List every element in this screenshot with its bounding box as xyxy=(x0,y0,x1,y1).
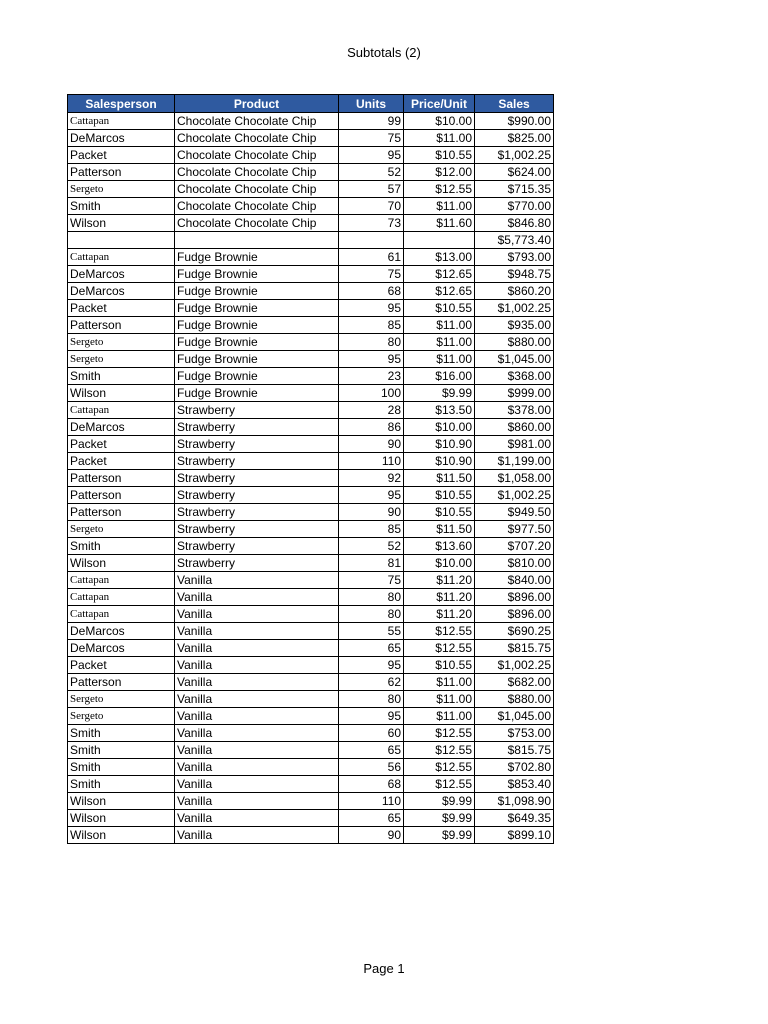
table-row xyxy=(68,725,554,742)
price-unit-cell[interactable]: $12.55 xyxy=(404,640,475,657)
price-unit-cell[interactable]: $12.55 xyxy=(404,181,475,198)
sales-cell[interactable]: $1,045.00 xyxy=(475,351,554,368)
sales-cell[interactable]: $815.75 xyxy=(475,640,554,657)
salesperson-cell[interactable]: Sergeto xyxy=(68,181,175,198)
sales-cell[interactable]: $949.50 xyxy=(475,504,554,521)
price-unit-cell[interactable]: $12.65 xyxy=(404,283,475,300)
sales-cell[interactable]: $753.00 xyxy=(475,725,554,742)
sales-cell[interactable]: $1,002.25 xyxy=(475,487,554,504)
column-header-price-unit[interactable]: Price/Unit xyxy=(404,95,475,113)
salesperson-cell[interactable]: Cattapan xyxy=(68,249,175,266)
price-unit-cell[interactable]: $9.99 xyxy=(404,385,475,402)
table-row xyxy=(68,538,554,555)
salesperson-cell[interactable]: Patterson xyxy=(68,674,175,691)
table-row xyxy=(68,113,554,130)
product-cell[interactable]: Chocolate Chocolate Chip xyxy=(175,130,339,147)
salesperson-cell[interactable]: Sergeto xyxy=(68,351,175,368)
salesperson-cell[interactable]: Smith xyxy=(68,759,175,776)
price-unit-cell[interactable]: $11.50 xyxy=(404,470,475,487)
table-row xyxy=(68,623,554,640)
price-unit-cell[interactable]: $11.00 xyxy=(404,130,475,147)
sales-cell[interactable]: $707.20 xyxy=(475,538,554,555)
price-unit-cell[interactable]: $11.00 xyxy=(404,317,475,334)
product-cell[interactable]: Strawberry xyxy=(175,402,339,419)
units-cell[interactable]: 23 xyxy=(339,368,404,385)
price-unit-cell[interactable]: $10.00 xyxy=(404,555,475,572)
table-row xyxy=(68,691,554,708)
table-body xyxy=(68,113,554,844)
product-cell[interactable]: Vanilla xyxy=(175,623,339,640)
table-row xyxy=(68,759,554,776)
price-unit-cell[interactable]: $11.20 xyxy=(404,606,475,623)
product-cell[interactable]: Strawberry xyxy=(175,538,339,555)
sales-cell[interactable]: $990.00 xyxy=(475,113,554,130)
product-cell[interactable]: Fudge Brownie xyxy=(175,368,339,385)
table-row xyxy=(68,776,554,793)
sales-cell[interactable]: $624.00 xyxy=(475,164,554,181)
product-cell[interactable]: Vanilla xyxy=(175,725,339,742)
price-unit-cell[interactable]: $13.50 xyxy=(404,402,475,419)
salesperson-cell[interactable]: Wilson xyxy=(68,555,175,572)
sales-cell[interactable]: $860.20 xyxy=(475,283,554,300)
price-unit-cell[interactable]: $12.55 xyxy=(404,623,475,640)
table-row xyxy=(68,572,554,589)
price-unit-cell[interactable]: $10.55 xyxy=(404,487,475,504)
price-unit-cell[interactable] xyxy=(404,232,475,249)
table-header-row xyxy=(68,95,554,113)
product-cell[interactable] xyxy=(175,232,339,249)
salesperson-cell[interactable]: Smith xyxy=(68,725,175,742)
table-row xyxy=(68,470,554,487)
price-unit-cell[interactable]: $9.99 xyxy=(404,793,475,810)
product-cell[interactable]: Fudge Brownie xyxy=(175,334,339,351)
sales-cell[interactable]: $793.00 xyxy=(475,249,554,266)
table-row xyxy=(68,249,554,266)
units-cell[interactable]: 75 xyxy=(339,572,404,589)
units-cell[interactable]: 62 xyxy=(339,674,404,691)
units-cell[interactable]: 52 xyxy=(339,164,404,181)
units-cell[interactable]: 80 xyxy=(339,589,404,606)
salesperson-cell[interactable]: Wilson xyxy=(68,810,175,827)
table-row xyxy=(68,589,554,606)
units-cell[interactable]: 65 xyxy=(339,640,404,657)
salesperson-cell[interactable]: Cattapan xyxy=(68,113,175,130)
salesperson-cell[interactable]: Sergeto xyxy=(68,708,175,725)
table-row xyxy=(68,793,554,810)
product-cell[interactable]: Vanilla xyxy=(175,776,339,793)
sales-cell[interactable]: $1,199.00 xyxy=(475,453,554,470)
table-row xyxy=(68,198,554,215)
price-unit-cell[interactable]: $11.20 xyxy=(404,589,475,606)
salesperson-cell[interactable]: Cattapan xyxy=(68,606,175,623)
table-row xyxy=(68,334,554,351)
table-row xyxy=(68,130,554,147)
product-cell[interactable]: Strawberry xyxy=(175,504,339,521)
sales-cell[interactable]: $860.00 xyxy=(475,419,554,436)
product-cell[interactable]: Vanilla xyxy=(175,572,339,589)
product-cell[interactable]: Fudge Brownie xyxy=(175,300,339,317)
product-cell[interactable]: Vanilla xyxy=(175,810,339,827)
price-unit-cell[interactable]: $10.55 xyxy=(404,657,475,674)
column-header-salesperson[interactable]: Salesperson xyxy=(68,95,175,113)
table-row xyxy=(68,385,554,402)
units-cell[interactable]: 80 xyxy=(339,334,404,351)
table-row xyxy=(68,674,554,691)
units-cell[interactable]: 86 xyxy=(339,419,404,436)
table-row xyxy=(68,181,554,198)
units-cell[interactable]: 92 xyxy=(339,470,404,487)
units-cell[interactable]: 81 xyxy=(339,555,404,572)
sales-cell[interactable]: $815.75 xyxy=(475,742,554,759)
units-cell[interactable] xyxy=(339,232,404,249)
price-unit-cell[interactable]: $11.00 xyxy=(404,334,475,351)
sales-cell[interactable]: $1,002.25 xyxy=(475,300,554,317)
product-cell[interactable]: Vanilla xyxy=(175,793,339,810)
sales-cell[interactable]: $1,098.90 xyxy=(475,793,554,810)
units-cell[interactable]: 95 xyxy=(339,708,404,725)
salesperson-cell[interactable] xyxy=(68,232,175,249)
product-cell[interactable]: Fudge Brownie xyxy=(175,283,339,300)
units-cell[interactable]: 61 xyxy=(339,249,404,266)
product-cell[interactable]: Strawberry xyxy=(175,487,339,504)
units-cell[interactable]: 73 xyxy=(339,215,404,232)
table-row xyxy=(68,266,554,283)
units-cell[interactable]: 85 xyxy=(339,317,404,334)
units-cell[interactable]: 110 xyxy=(339,453,404,470)
salesperson-cell[interactable]: DeMarcos xyxy=(68,419,175,436)
price-unit-cell[interactable]: $12.55 xyxy=(404,725,475,742)
product-cell[interactable]: Vanilla xyxy=(175,827,339,844)
table-row xyxy=(68,300,554,317)
product-cell[interactable]: Fudge Brownie xyxy=(175,351,339,368)
salesperson-cell[interactable]: Cattapan xyxy=(68,589,175,606)
product-cell[interactable]: Fudge Brownie xyxy=(175,249,339,266)
table-row xyxy=(68,708,554,725)
price-unit-cell[interactable]: $11.60 xyxy=(404,215,475,232)
table-row xyxy=(68,657,554,674)
salesperson-cell[interactable]: DeMarcos xyxy=(68,266,175,283)
sales-cell[interactable]: $1,058.00 xyxy=(475,470,554,487)
price-unit-cell[interactable]: $10.90 xyxy=(404,453,475,470)
table-row xyxy=(68,606,554,623)
salesperson-cell[interactable]: Wilson xyxy=(68,827,175,844)
table-row xyxy=(68,436,554,453)
price-unit-cell[interactable]: $12.00 xyxy=(404,164,475,181)
product-cell[interactable]: Strawberry xyxy=(175,470,339,487)
table-row xyxy=(68,317,554,334)
units-cell[interactable]: 80 xyxy=(339,606,404,623)
sales-cell[interactable]: $368.00 xyxy=(475,368,554,385)
price-unit-cell[interactable]: $11.00 xyxy=(404,674,475,691)
units-cell[interactable]: 65 xyxy=(339,742,404,759)
product-cell[interactable]: Vanilla xyxy=(175,759,339,776)
salesperson-cell[interactable]: Patterson xyxy=(68,164,175,181)
product-cell[interactable]: Fudge Brownie xyxy=(175,266,339,283)
salesperson-cell[interactable]: Packet xyxy=(68,436,175,453)
product-cell[interactable]: Fudge Brownie xyxy=(175,317,339,334)
product-cell[interactable]: Chocolate Chocolate Chip xyxy=(175,147,339,164)
column-header-units[interactable]: Units xyxy=(339,95,404,113)
price-unit-cell[interactable]: $10.55 xyxy=(404,300,475,317)
price-unit-cell[interactable]: $12.55 xyxy=(404,742,475,759)
price-unit-cell[interactable]: $10.55 xyxy=(404,504,475,521)
sales-cell[interactable]: $378.00 xyxy=(475,402,554,419)
product-cell[interactable]: Strawberry xyxy=(175,555,339,572)
units-cell[interactable]: 68 xyxy=(339,283,404,300)
product-cell[interactable]: Vanilla xyxy=(175,657,339,674)
price-unit-cell[interactable]: $10.90 xyxy=(404,436,475,453)
sales-cell[interactable]: $948.75 xyxy=(475,266,554,283)
units-cell[interactable]: 65 xyxy=(339,810,404,827)
product-cell[interactable]: Vanilla xyxy=(175,589,339,606)
sales-cell[interactable]: $896.00 xyxy=(475,589,554,606)
product-cell[interactable]: Strawberry xyxy=(175,521,339,538)
units-cell[interactable]: 70 xyxy=(339,198,404,215)
sales-cell[interactable]: $896.00 xyxy=(475,606,554,623)
page-title: Subtotals (2) xyxy=(347,45,421,60)
units-cell[interactable]: 110 xyxy=(339,793,404,810)
sales-cell[interactable]: $690.25 xyxy=(475,623,554,640)
units-cell[interactable]: 55 xyxy=(339,623,404,640)
sales-cell[interactable]: $702.80 xyxy=(475,759,554,776)
salesperson-cell[interactable]: Packet xyxy=(68,300,175,317)
product-cell[interactable]: Chocolate Chocolate Chip xyxy=(175,181,339,198)
sales-cell[interactable]: $715.35 xyxy=(475,181,554,198)
units-cell[interactable]: 95 xyxy=(339,300,404,317)
sales-cell[interactable]: $999.00 xyxy=(475,385,554,402)
salesperson-cell[interactable]: Packet xyxy=(68,657,175,674)
units-cell[interactable]: 68 xyxy=(339,776,404,793)
units-cell[interactable]: 95 xyxy=(339,657,404,674)
table-row xyxy=(68,402,554,419)
product-cell[interactable]: Vanilla xyxy=(175,742,339,759)
sales-cell[interactable]: $977.50 xyxy=(475,521,554,538)
price-unit-cell[interactable]: $13.00 xyxy=(404,249,475,266)
table-row xyxy=(68,453,554,470)
table-row xyxy=(68,419,554,436)
sales-cell[interactable]: $1,002.25 xyxy=(475,147,554,164)
salesperson-cell[interactable]: Smith xyxy=(68,368,175,385)
table-row xyxy=(68,351,554,368)
salesperson-cell[interactable]: Wilson xyxy=(68,215,175,232)
units-cell[interactable]: 85 xyxy=(339,521,404,538)
units-cell[interactable]: 95 xyxy=(339,351,404,368)
salesperson-cell[interactable]: Wilson xyxy=(68,385,175,402)
table-row xyxy=(68,487,554,504)
price-unit-cell[interactable]: $12.55 xyxy=(404,759,475,776)
price-unit-cell[interactable]: $9.99 xyxy=(404,810,475,827)
salesperson-cell[interactable]: Patterson xyxy=(68,470,175,487)
product-cell[interactable]: Strawberry xyxy=(175,436,339,453)
table-row xyxy=(68,742,554,759)
units-cell[interactable]: 56 xyxy=(339,759,404,776)
product-cell[interactable]: Chocolate Chocolate Chip xyxy=(175,198,339,215)
table-row xyxy=(68,640,554,657)
salesperson-cell[interactable]: Smith xyxy=(68,198,175,215)
price-unit-cell[interactable]: $11.00 xyxy=(404,708,475,725)
salesperson-cell[interactable]: Patterson xyxy=(68,487,175,504)
table-row xyxy=(68,164,554,181)
sales-cell[interactable]: $840.00 xyxy=(475,572,554,589)
product-cell[interactable]: Fudge Brownie xyxy=(175,385,339,402)
price-unit-cell[interactable]: $10.00 xyxy=(404,113,475,130)
sales-cell[interactable]: $880.00 xyxy=(475,691,554,708)
sales-cell[interactable]: $810.00 xyxy=(475,555,554,572)
price-unit-cell[interactable]: $10.00 xyxy=(404,419,475,436)
price-unit-cell[interactable]: $13.60 xyxy=(404,538,475,555)
salesperson-cell[interactable]: Packet xyxy=(68,147,175,164)
units-cell[interactable]: 95 xyxy=(339,487,404,504)
product-cell[interactable]: Vanilla xyxy=(175,708,339,725)
product-cell[interactable]: Strawberry xyxy=(175,453,339,470)
units-cell[interactable]: 95 xyxy=(339,147,404,164)
price-unit-cell[interactable]: $11.00 xyxy=(404,351,475,368)
salesperson-cell[interactable]: Packet xyxy=(68,453,175,470)
product-cell[interactable]: Chocolate Chocolate Chip xyxy=(175,164,339,181)
salesperson-cell[interactable]: Sergeto xyxy=(68,691,175,708)
sales-cell[interactable]: $5,773.40 xyxy=(475,232,554,249)
product-cell[interactable]: Vanilla xyxy=(175,640,339,657)
salesperson-cell[interactable]: Patterson xyxy=(68,504,175,521)
table-row xyxy=(68,504,554,521)
units-cell[interactable]: 90 xyxy=(339,436,404,453)
units-cell[interactable]: 99 xyxy=(339,113,404,130)
price-unit-cell[interactable]: $12.65 xyxy=(404,266,475,283)
product-cell[interactable]: Vanilla xyxy=(175,674,339,691)
sales-table xyxy=(67,94,554,844)
salesperson-cell[interactable]: DeMarcos xyxy=(68,623,175,640)
product-cell[interactable]: Vanilla xyxy=(175,691,339,708)
units-cell[interactable]: 28 xyxy=(339,402,404,419)
table-row xyxy=(68,147,554,164)
units-cell[interactable]: 60 xyxy=(339,725,404,742)
salesperson-cell[interactable]: Cattapan xyxy=(68,402,175,419)
product-cell[interactable]: Strawberry xyxy=(175,419,339,436)
sales-cell[interactable]: $825.00 xyxy=(475,130,554,147)
units-cell[interactable]: 52 xyxy=(339,538,404,555)
table-row xyxy=(68,521,554,538)
sales-cell[interactable]: $981.00 xyxy=(475,436,554,453)
column-header-sales[interactable]: Sales xyxy=(475,95,554,113)
salesperson-cell[interactable]: DeMarcos xyxy=(68,130,175,147)
sales-cell[interactable]: $649.35 xyxy=(475,810,554,827)
sales-cell[interactable]: $899.10 xyxy=(475,827,554,844)
price-unit-cell[interactable]: $10.55 xyxy=(404,147,475,164)
salesperson-cell[interactable]: Smith xyxy=(68,538,175,555)
salesperson-cell[interactable]: DeMarcos xyxy=(68,640,175,657)
salesperson-cell[interactable]: Wilson xyxy=(68,793,175,810)
units-cell[interactable]: 75 xyxy=(339,266,404,283)
table-row xyxy=(68,232,554,249)
price-unit-cell[interactable]: $11.00 xyxy=(404,691,475,708)
product-cell[interactable]: Chocolate Chocolate Chip xyxy=(175,215,339,232)
salesperson-cell[interactable]: Sergeto xyxy=(68,521,175,538)
page-number: Page 1 xyxy=(363,961,405,976)
sales-cell[interactable]: $880.00 xyxy=(475,334,554,351)
table-row xyxy=(68,555,554,572)
price-unit-cell[interactable]: $11.00 xyxy=(404,198,475,215)
sales-cell[interactable]: $1,002.25 xyxy=(475,657,554,674)
product-cell[interactable]: Chocolate Chocolate Chip xyxy=(175,113,339,130)
salesperson-cell[interactable]: DeMarcos xyxy=(68,283,175,300)
table-row xyxy=(68,283,554,300)
price-unit-cell[interactable]: $16.00 xyxy=(404,368,475,385)
sales-cell[interactable]: $682.00 xyxy=(475,674,554,691)
price-unit-cell[interactable]: $9.99 xyxy=(404,827,475,844)
units-cell[interactable]: 90 xyxy=(339,504,404,521)
table-row xyxy=(68,215,554,232)
salesperson-cell[interactable]: Smith xyxy=(68,776,175,793)
sales-cell[interactable]: $1,045.00 xyxy=(475,708,554,725)
price-unit-cell[interactable]: $11.50 xyxy=(404,521,475,538)
units-cell[interactable]: 90 xyxy=(339,827,404,844)
column-header-product[interactable]: Product xyxy=(175,95,339,113)
price-unit-cell[interactable]: $11.20 xyxy=(404,572,475,589)
table-row xyxy=(68,810,554,827)
salesperson-cell[interactable]: Patterson xyxy=(68,317,175,334)
sales-cell[interactable]: $935.00 xyxy=(475,317,554,334)
units-cell[interactable]: 57 xyxy=(339,181,404,198)
units-cell[interactable]: 100 xyxy=(339,385,404,402)
units-cell[interactable]: 80 xyxy=(339,691,404,708)
sales-cell[interactable]: $770.00 xyxy=(475,198,554,215)
table-row xyxy=(68,827,554,844)
salesperson-cell[interactable]: Smith xyxy=(68,742,175,759)
price-unit-cell[interactable]: $12.55 xyxy=(404,776,475,793)
table-row xyxy=(68,368,554,385)
salesperson-cell[interactable]: Sergeto xyxy=(68,334,175,351)
sales-cell[interactable]: $853.40 xyxy=(475,776,554,793)
units-cell[interactable]: 75 xyxy=(339,130,404,147)
salesperson-cell[interactable]: Cattapan xyxy=(68,572,175,589)
product-cell[interactable]: Vanilla xyxy=(175,606,339,623)
sales-cell[interactable]: $846.80 xyxy=(475,215,554,232)
